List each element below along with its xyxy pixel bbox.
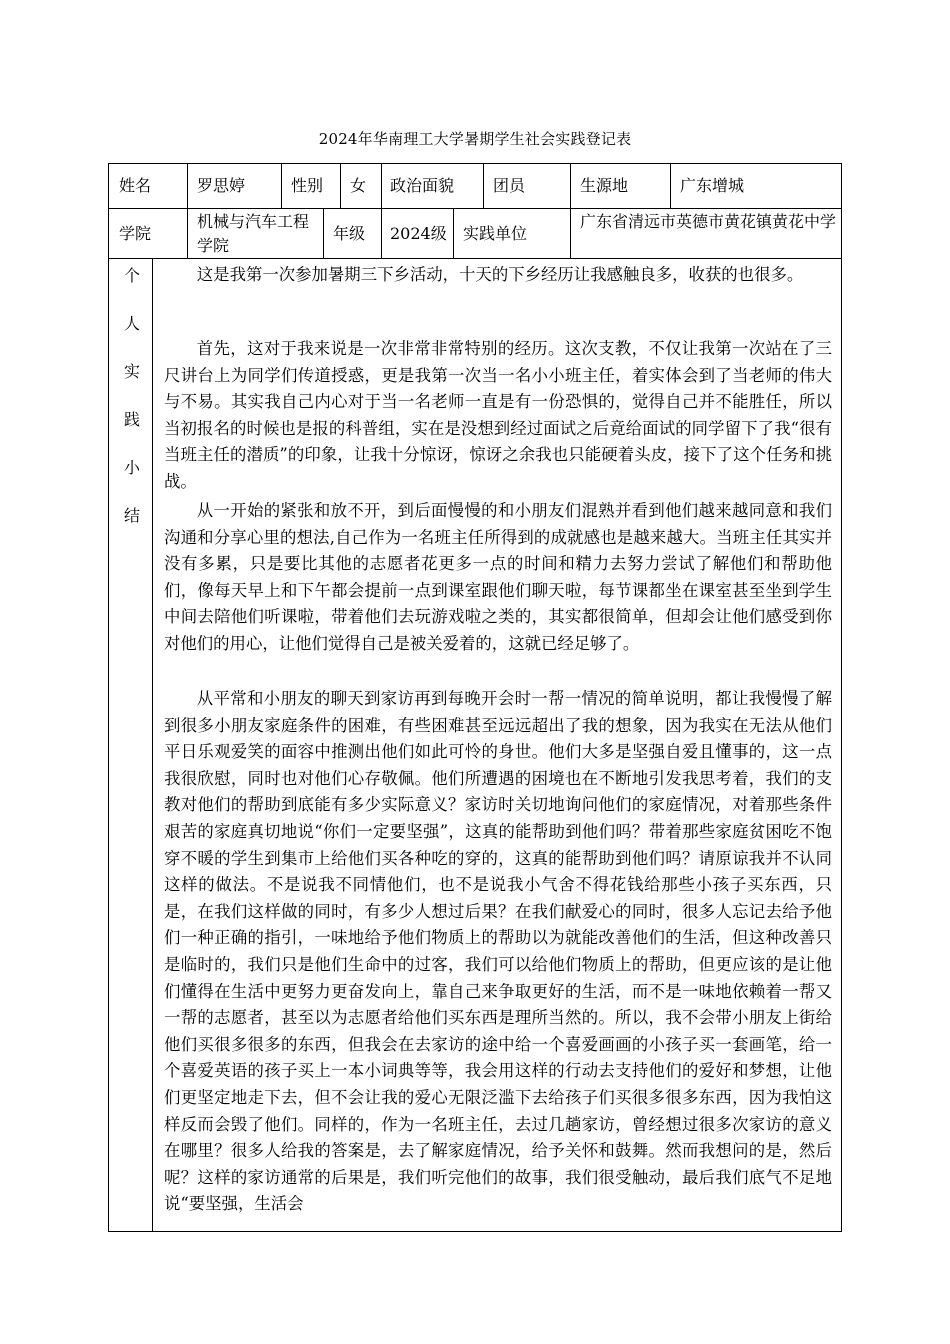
divider — [670, 163, 671, 209]
form-title: 2024年华南理工大学暑期学生社会实践登记表 — [318, 130, 632, 148]
name-value: 罗思婷 — [197, 176, 246, 195]
divider — [381, 163, 382, 209]
row1-bottom-border — [108, 208, 842, 209]
summary-paragraph: 这是我第一次参加暑期三下乡活动，十天的下乡经历让我感触良多，收获的也很多。 — [196, 265, 804, 284]
side-char: 践 — [123, 410, 140, 429]
divider — [187, 163, 188, 209]
side-char: 小 — [123, 458, 140, 477]
gender-value: 女 — [350, 176, 367, 195]
table-left-border — [108, 163, 109, 1232]
summary-paragraph: 从一开始的紧张和放不开，到后面慢慢的和小朋友们混熟并看到他们越来越同意和我们沟通和分享心里的想法,自己作为一名班主任所得到的成就感也是越来越大。当班主任其实并没有多累，只是要比其他的志愿者花更多一点的时间和精力去努力尝试了解他们和帮助他们，像每天早上和下午都会提前一点到课室跟他们聊天啦，每节课都坐在课室甚至坐到学生中间去陪他们听课啦，带着他们去玩游戏啦之类的，其实都很简单，但却会让他们感受到你对他们的用心，让他们觉得自己是被关爱着的，这就已经足够了。 — [164, 501, 832, 653]
divider — [323, 208, 324, 259]
divider — [281, 163, 282, 209]
divider — [570, 208, 571, 259]
divider — [340, 163, 341, 209]
row2-bottom-border — [108, 258, 842, 259]
divider — [570, 163, 571, 209]
political-label: 政治面貌 — [390, 176, 455, 195]
origin-value: 广东增城 — [680, 176, 745, 195]
summary-paragraph: 从平常和小朋友的聊天到家访再到每晚开会时一帮一情况的简单说明，都让我慢慢了解到很多小朋友家庭条件的困难，有些困难甚至远远超出了我的想象，因为我实在无法从他们平日乐观爱笑的面容中推测出他们如此可怜的身世。他们大多是坚强自爱且懂事的，这一点我很欣慰，同时也对他们心存敬佩。他们所遭遇的困境也在不断地引发我思考着，我们的支教对他们的帮助到底能有多少实际意义？家访时关切地询问他们的家庭情况，对着那些条件艰苦的家庭真切地说“你们一定要坚强”，这真的能帮助到他们吗？带着那些家庭贫困吃不饱穿不暖的学生到集市上给他们买各种吃的穿的，这真的能帮助到他们吗？请原谅我并不认同这样的做法。不是说我不同情他们，也不是说我小气舍不得花钱给那些小孩子买东西，只是，在我们这样做的同时，有多少人想过后果？在我们献爱心的同时，很多人忘记去给予他们一种正确的指引，一味地给予他们物质上的帮助以为就能改善他们的生活，但这种改善只是临时的，我们只是他们生命中的过客，我们可以给他们物质上的帮助，但更应该的是让他们懂得在生活中更努力更奋发向上，靠自己来争取更好的生活，而不是一味地依赖着一帮又一帮的志愿者，甚至以为志愿者给他们买东西是理所当然的。所以，我不会带小朋友上街给他们买很多很多的东西，但我会在去家访的途中给一个喜爱画画的小孩子买一套画笔，给一个喜爱英语的孩子买上一本小词典等等，我会用这样的行动去支持他们的爱好和梦想，让他们更坚定地走下去，但不会让我的爱心无限泛滥下去给孩子们买很多很多东西，因为我怕这样反而会毁了他们。同样的，作为一名班主任，去过几趟家访，曾经想过很多次家访的意义在哪里？很多人给我的答案是，去了解家庭情况，给予关怀和鼓舞。然而我想问的是，然后呢？这样的家访通常的后果是，我们听完他们的故事，我们很受触动，最后我们底气不足地说“要坚强，生活会 — [164, 689, 832, 1214]
college-label: 学院 — [119, 224, 152, 243]
side-char: 个 — [123, 266, 140, 285]
table-top-border — [108, 163, 842, 164]
summary-side-label — [114, 264, 150, 552]
side-char: 实 — [123, 362, 140, 381]
grade-value: 2024级 — [390, 224, 447, 243]
unit-label: 实践单位 — [463, 224, 528, 243]
divider — [453, 208, 454, 259]
unit-value: 广东省清远市英德市黄花镇黄花中学 — [580, 212, 837, 231]
side-char: 人 — [123, 314, 140, 333]
divider — [483, 163, 484, 209]
summary-divider — [152, 258, 153, 1232]
political-value: 团员 — [493, 176, 526, 195]
divider — [187, 208, 188, 259]
college-value: 机械与汽车工程学院 — [197, 212, 310, 255]
origin-label: 生源地 — [580, 176, 629, 195]
grade-label: 年级 — [333, 224, 366, 243]
divider — [381, 208, 382, 259]
side-char: 结 — [123, 506, 140, 525]
name-label: 姓名 — [119, 176, 152, 195]
gender-label: 性别 — [291, 176, 324, 195]
table-right-border — [841, 163, 842, 1232]
summary-paragraph: 首先，这对于我来说是一次非常非常特别的经历。这次支教，不仅让我第一次站在了三尺讲台上为同学们传道授惑，更是我第一次当一名小小班主任，着实体会到了当老师的伟大与不易。其实我自己内心对于当一名老师一直是有一份恐惧的，觉得自己并不能胜任，所以当初报名的时候也是报的科普组，实在是没想到经过面试之后竟给面试的同学留下了我“很有当班主任的潜质”的印象，让我十分惊讶，惊讶之余我也只能硬着头皮，接下了这个任务和挑战。 — [164, 339, 832, 491]
